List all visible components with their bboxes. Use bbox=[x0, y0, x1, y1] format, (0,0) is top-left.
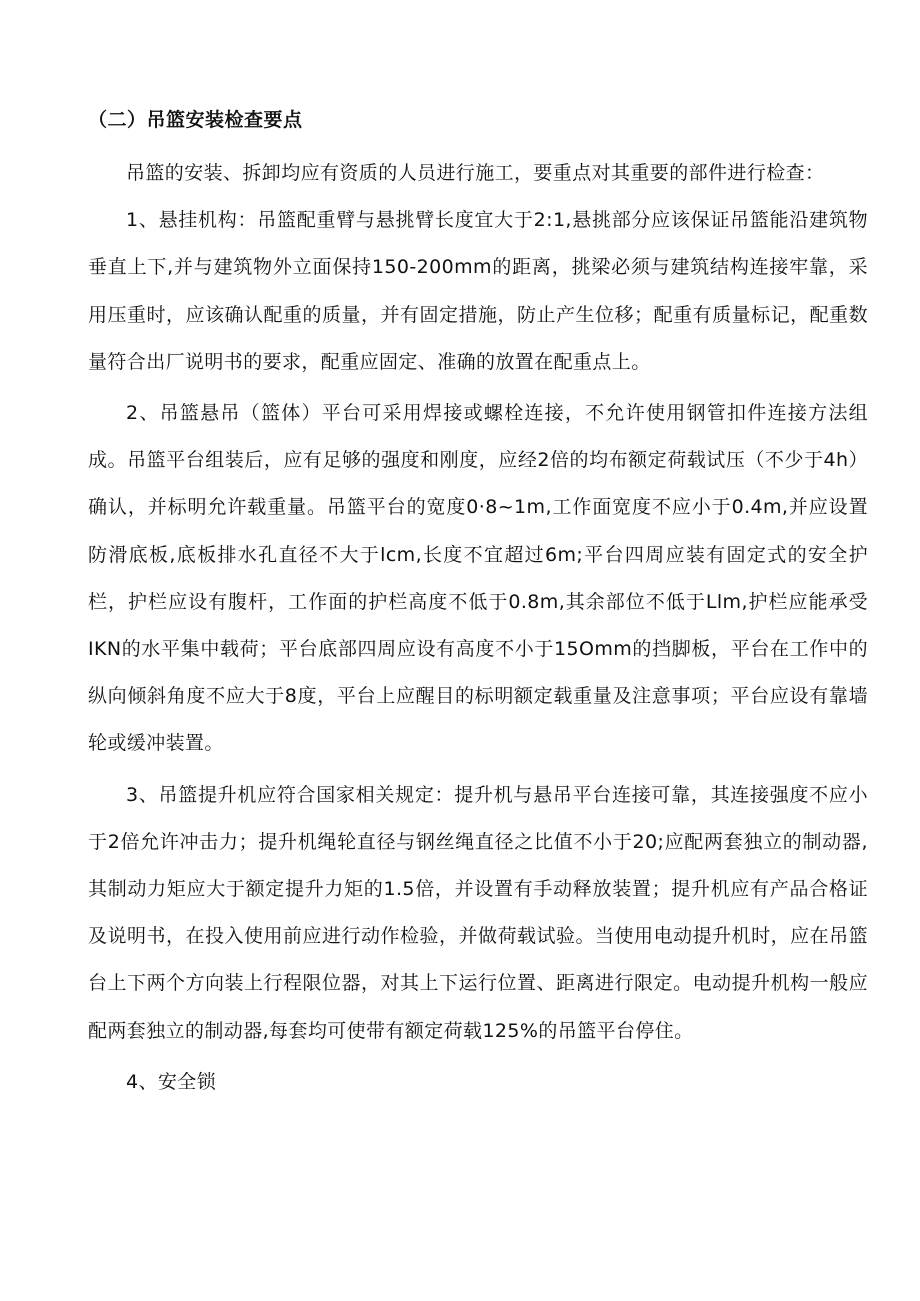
paragraph-platform: 2、吊篮悬吊（篮体）平台可采用焊接或螺栓连接，不允许使用钢管扣件连接方法组成。吊篮平台组装后，应有足够的强度和刚度，应经2倍的均布额定荷载试压（不少于4h）确认，并标明允许载重量。吊篮平台的宽度0·8~1m,工作面宽度不应小于0.4m,并应设置防滑底板,底板排水孔直径不大于lcm,长度不宜超过6m;平台四周应装有固定式的安全护栏，护栏应设有腹杆，工作面的护栏高度不低于0.8m,其余部位不低于Llm,护栏应能承受IKN的水平集中载荷；平台底部四周应设有高度不小于15Omm的挡脚板，平台在工作中的纵向倾斜角度不应大于8度，平台上应醒目的标明额定载重量及注意事项；平台应设有靠墙轮或缓冲装置。 bbox=[88, 402, 868, 755]
paragraph-suspension-mechanism: 1、悬挂机构：吊篮配重臂与悬挑臂长度宜大于2:1,悬挑部分应该保证吊篮能沿建筑物垂直上下,并与建筑物外立面保持150-200mm的距离，挑梁必须与建筑结构连接牢靠，采用压重时，应该确认配重的质量，并有固定措施，防止产生位移；配重有质量标记，配重数量符合出厂说明书的要求，配重应固定、准确的放置在配重点上。 bbox=[88, 209, 868, 373]
section-heading: （二）吊篮安装检查要点 bbox=[88, 109, 303, 131]
paragraph-safety-lock: 4、安全锁 bbox=[126, 1070, 217, 1093]
paragraph-intro: 吊篮的安装、拆卸均应有资质的人员进行施工，要重点对其重要的部件进行检查： bbox=[126, 162, 825, 184]
paragraph-hoist: 3、吊篮提升机应符合国家相关规定：提升机与悬吊平台连接可靠，其连接强度不应小于2倍允许冲击力；提升机绳轮直径与钢丝绳直径之比值不小于20;应配两套独立的制动器,其制动力矩应大于额定提升力矩的1.5倍，并设置有手动释放装置；提升机应有产品合格证及说明书，在投入使用前应进行动作检验，并做荷载试验。当使用电动提升机时，应在吊篮台上下两个方向装上行程限位器，对其上下运行位置、距离进行限定。电动提升机构一般应配两套独立的制动器,每套均可使带有额定荷载125%的吊篮平台停住。 bbox=[88, 783, 868, 1042]
document-page bbox=[88, 100, 868, 1110]
